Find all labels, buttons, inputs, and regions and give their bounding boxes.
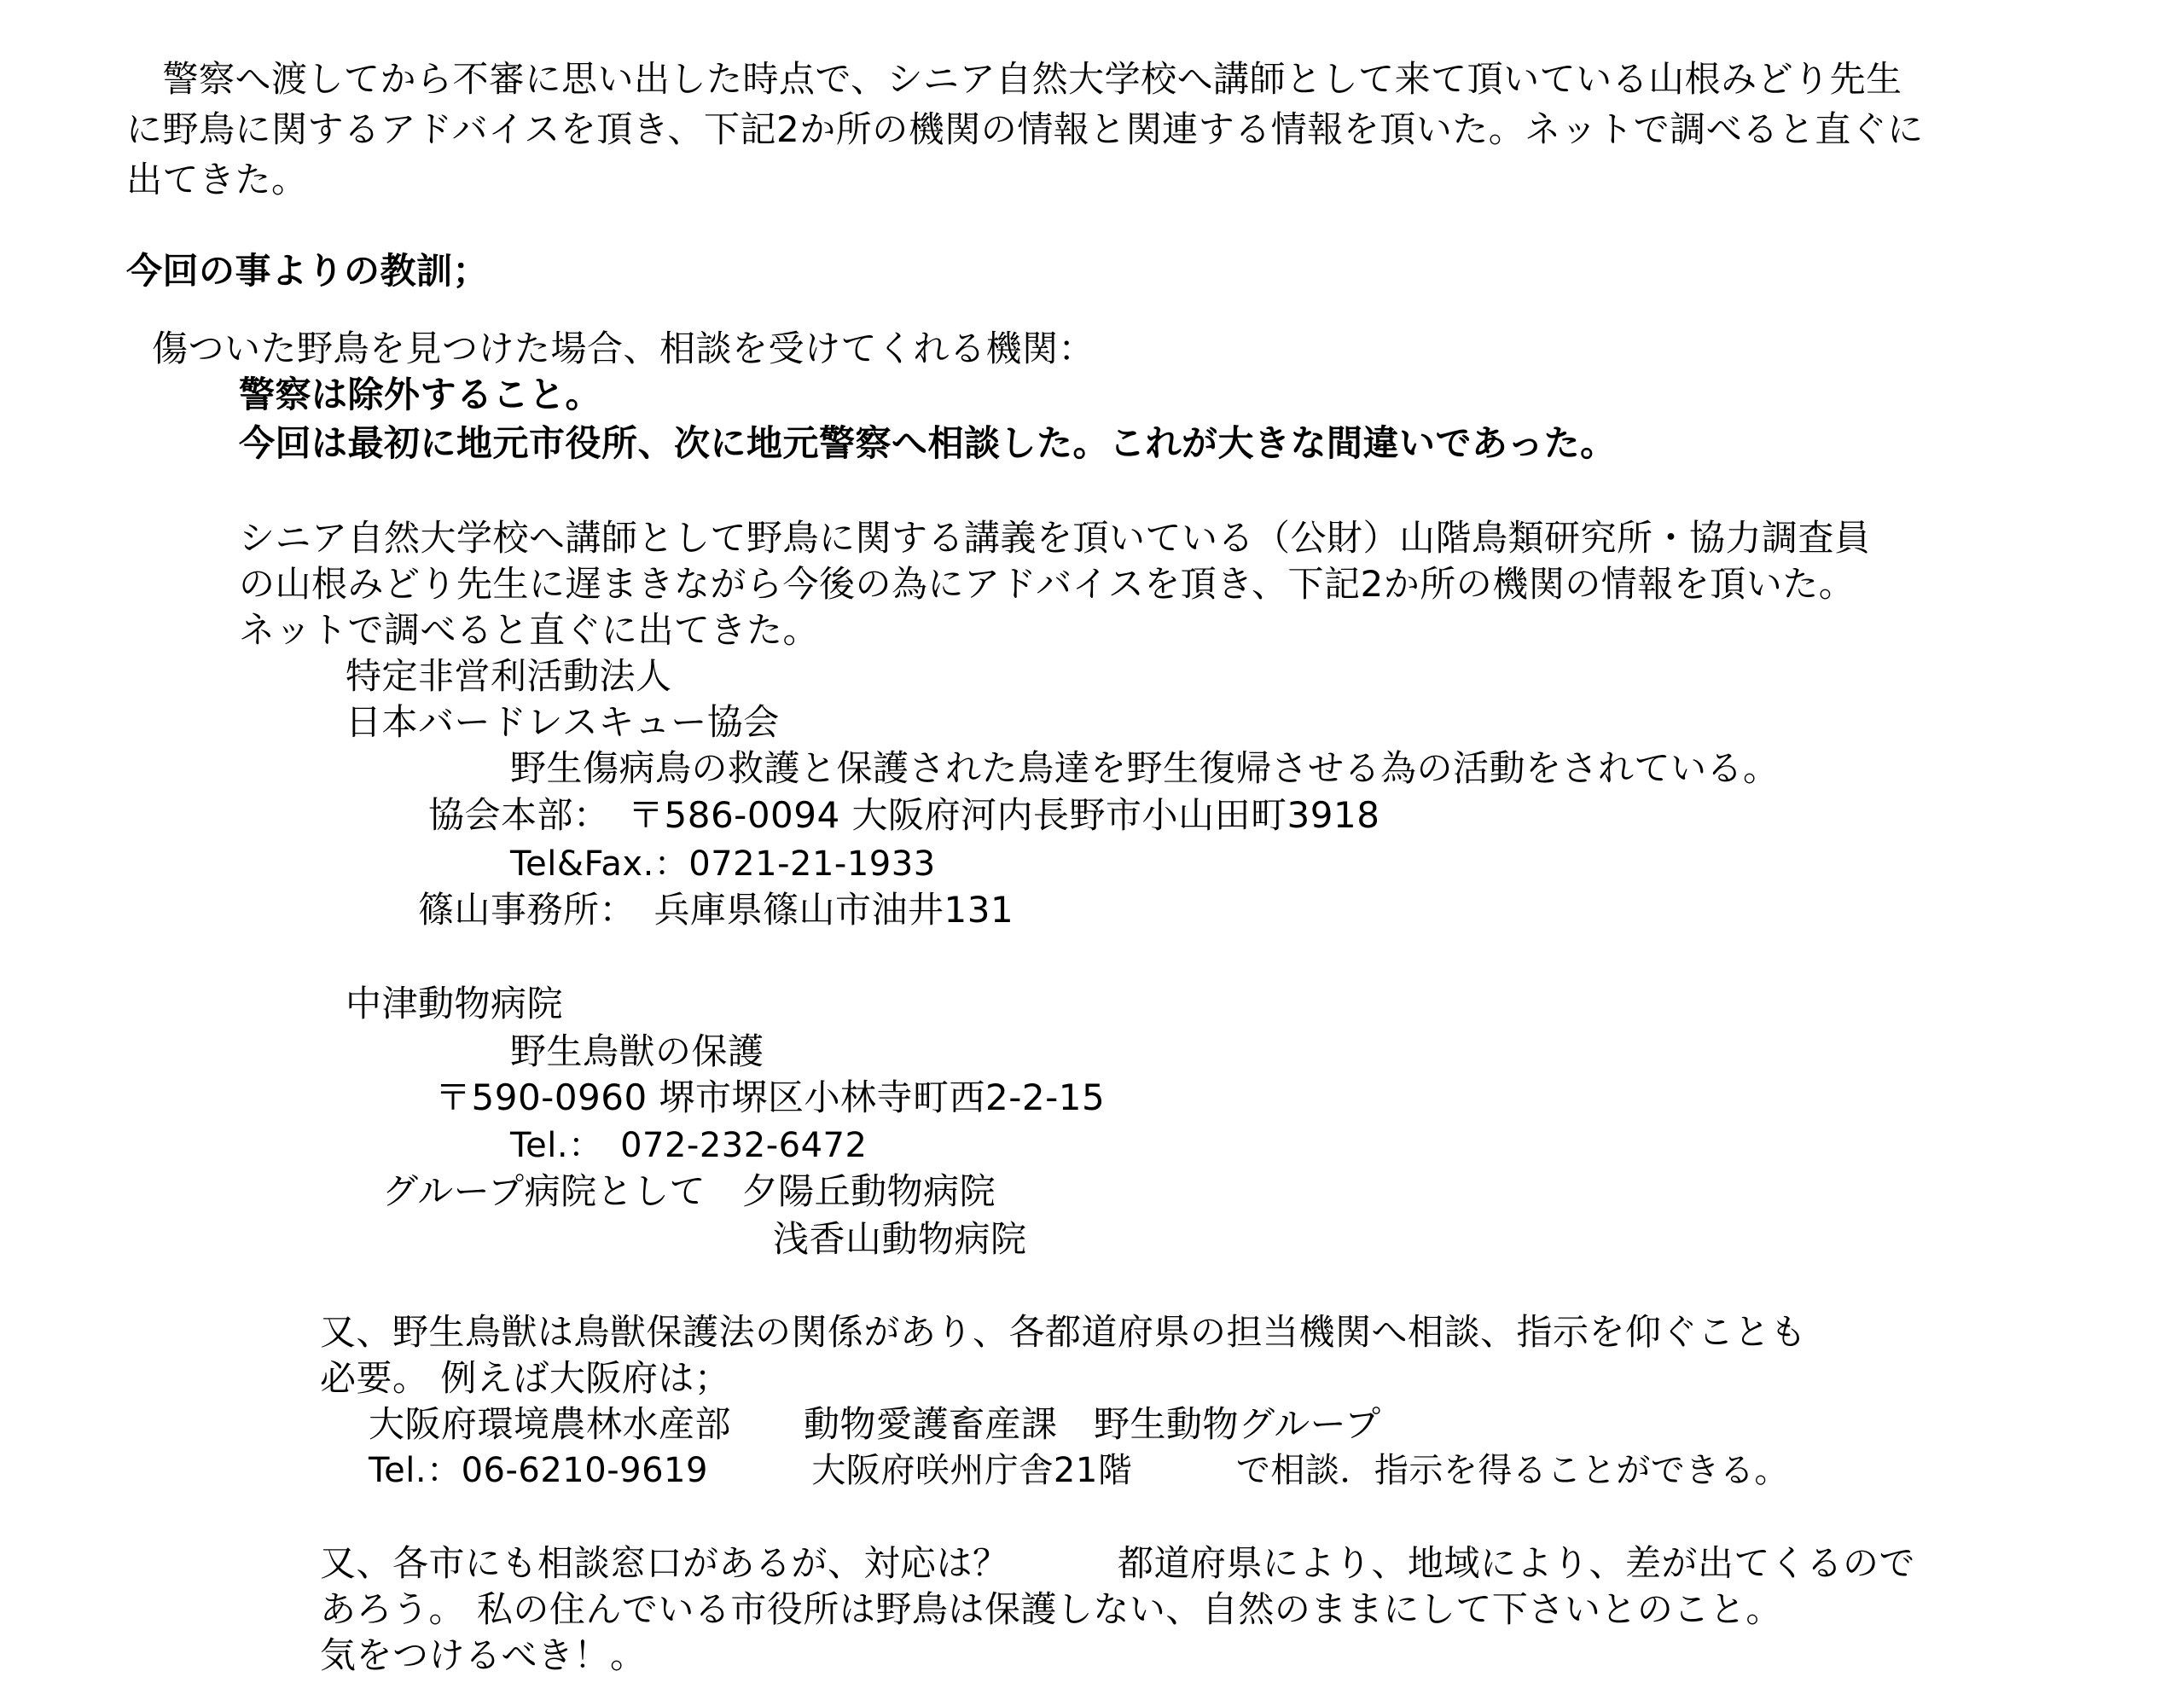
org2-group-hospital-2: 浅香山動物病院 [773, 1218, 1027, 1260]
cities-line-3: 気をつけるべき！。 [320, 1634, 647, 1676]
org1-name: 日本バードレスキュー協会 [346, 701, 780, 743]
warning-line-2: 今回は最初に地元市役所、次に地元警察へ相談した。これが大きな間違いであった。 [239, 422, 1617, 464]
org2-tel: Tel.： 072-232-6472 [510, 1126, 868, 1165]
law-tel-line: Tel.：06-6210-9619 大阪府咲州庁舎21階 で相談．指示を得ることができる。 [369, 1451, 1789, 1490]
cities-line-1: 又、各市にも相談窓口があるが、対応は？ 都道府県により、地域により、差が出てくるので [320, 1542, 1916, 1584]
org2-group-label: グループ病院として 夕陽丘動物病院 [382, 1170, 996, 1212]
intro-line-2: に野鳥に関するアドバイスを頂き、下記2か所の機関の情報と関連する情報を頂いた。ネットで調べると直ぐに [126, 108, 1924, 150]
org1-branch-office: 篠山事務所： 兵庫県篠山市油井131 [418, 889, 1014, 931]
org2-activity: 野生鳥獣の保護 [510, 1030, 764, 1072]
advice-line-3: ネットで調べると直ぐに出てきた。 [239, 609, 820, 651]
org1-activity: 野生傷病鳥の救護と保護された鳥達を野生復帰させる為の活動をされている。 [510, 747, 1780, 789]
law-line-1: 又、野生鳥獣は鳥獣保護法の関係があり、各都道府県の担当機関へ相談、指示を仰ぐことも [320, 1311, 1807, 1353]
cities-line-2: あろう。 私の住んでいる市役所は野鳥は保護しない、自然のままにして下さいとのこと。 [320, 1588, 1782, 1630]
consult-title: 傷ついた野鳥を見つけた場合、相談を受けてくれる機関： [152, 328, 1095, 369]
lesson-heading: 今回の事よりの教訓； [126, 250, 490, 292]
law-line-2: 必要。 例えば大阪府は； [320, 1357, 731, 1399]
advice-line-1: シニア自然大学校へ講師として野鳥に関する講義を頂いている（公財）山階鳥類研究所・協力調査員 [239, 517, 1871, 559]
warning-line-1: 警察は除外すること。 [239, 374, 602, 415]
org2-address: 〒590-0960 堺市堺区小林寺町西2-2-15 [435, 1076, 1106, 1118]
org1-headquarters: 協会本部： 〒586-0094 大阪府河内長野市小山田町3918 [428, 794, 1380, 836]
org1-type: 特定非営利活動法人 [346, 655, 672, 697]
law-department: 大阪府環境農林水産部 動物愛護畜産課 野生動物グループ [369, 1403, 1381, 1445]
intro-line-1: 警察へ渡してから不審に思い出した時点で、シニア自然大学校へ講師として来て頂いている山根みどり先生 [126, 58, 1902, 100]
intro-line-3: 出てきた。 [126, 159, 308, 200]
org1-tel-fax: Tel&Fax.：0721-21-1933 [510, 844, 936, 884]
org2-name: 中津動物病院 [346, 983, 564, 1024]
advice-line-2: の山根みどり先生に遅まきながら今後の為にアドバイスを頂き、下記2か所の機関の情報を頂いた。 [239, 563, 1856, 605]
